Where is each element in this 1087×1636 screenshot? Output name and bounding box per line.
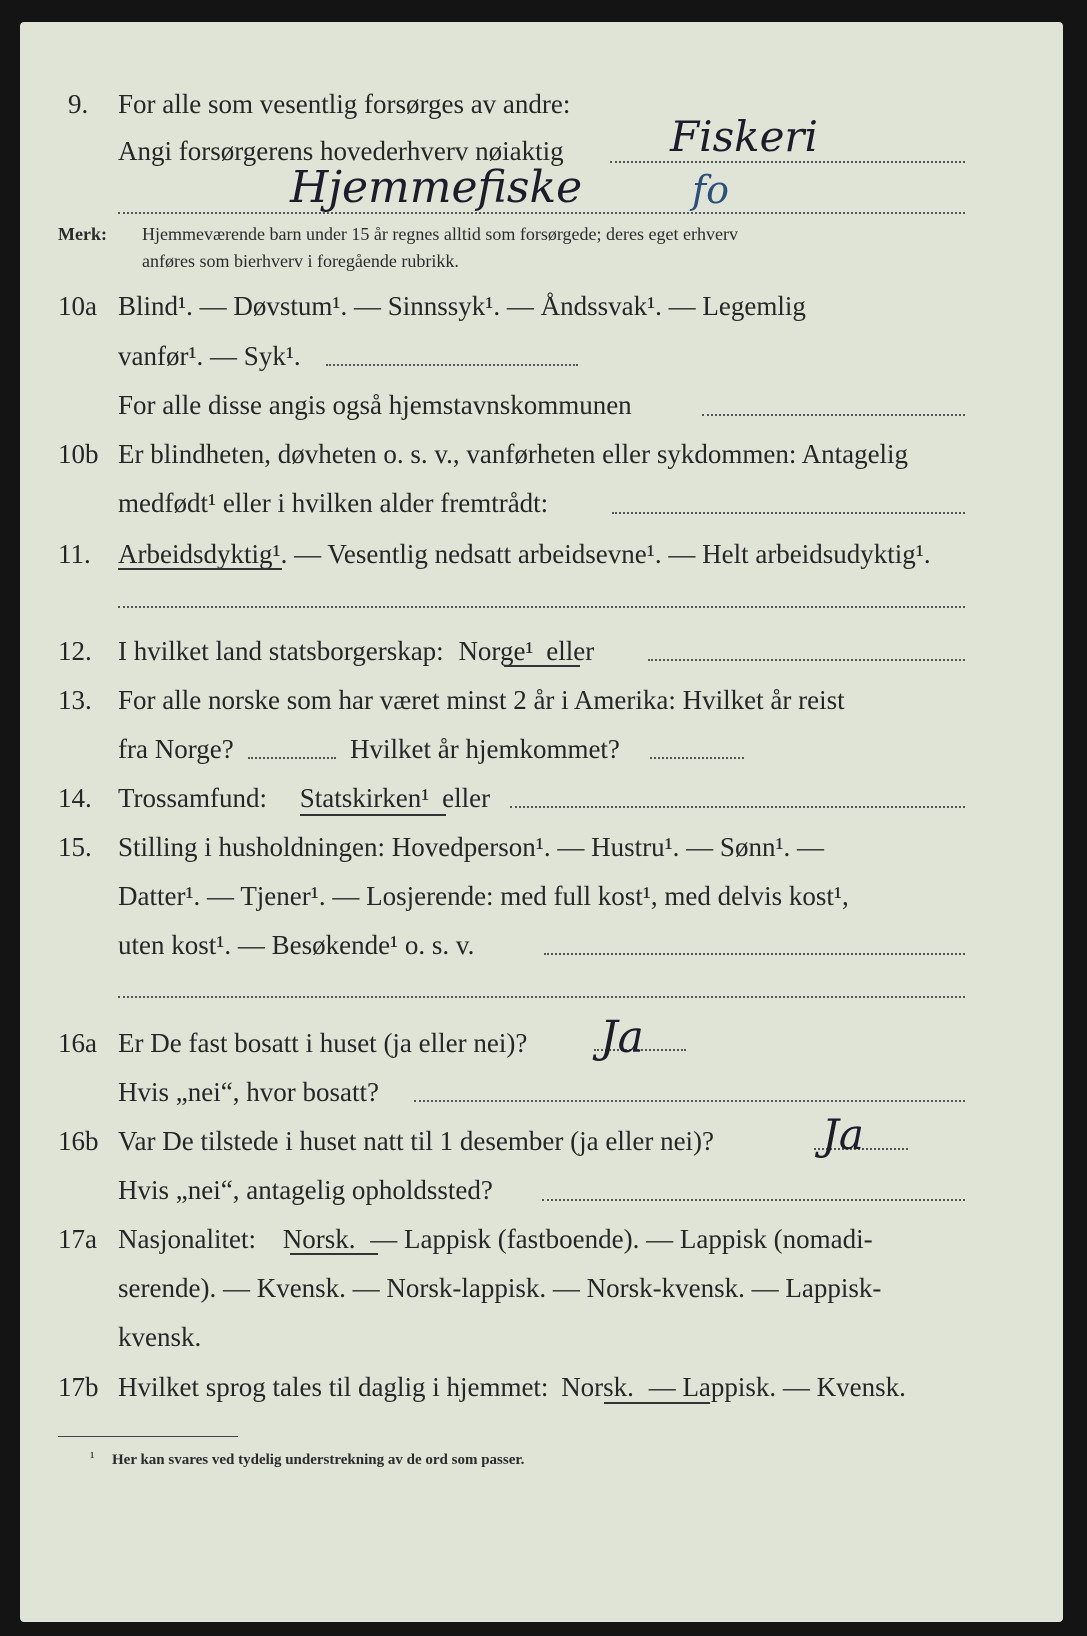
q12-pre: I hvilket land statsborgerskap:: [118, 636, 444, 666]
q10a-line3: For alle disse angis også hjemstavnskommunen: [118, 390, 632, 420]
q17a-line1: [118, 1223, 873, 1255]
q17a-underline: [290, 1253, 378, 1255]
merk-line1: Hjemmeværende barn under 15 år regnes alltid som forsørgede; deres eget erhverv: [142, 224, 738, 244]
q15-line1: Stilling i husholdningen: Hovedperson¹. — Hustru¹. — Sønn¹. —: [118, 832, 825, 862]
q10a-number: 10a: [58, 291, 97, 321]
q16b-number: 16b: [58, 1126, 99, 1156]
footnote-text: Her kan svares ved tydelig understrekning av de ord som passer.: [112, 1452, 525, 1468]
q11-rest: . — Vesentlig nedsatt arbeidsevne¹. — Helt arbeidsudyktig¹.: [280, 539, 931, 569]
q17a-line2: serende). — Kvensk. — Norsk-lappisk. — Norsk-kvensk. — Lappisk-: [118, 1273, 882, 1303]
q17a-line3: kvensk.: [118, 1322, 202, 1352]
q16b-line1: Var De tilstede i huset natt til 1 desember (ja eller nei)?: [118, 1126, 715, 1156]
q12-number: 12.: [58, 636, 92, 666]
q9-answer2-suffix: fo: [692, 168, 729, 212]
q17b-number: 17b: [58, 1372, 99, 1402]
q9-answer1-line: [610, 161, 965, 163]
q9-line1: For alle som vesentlig forsørges av andre:: [118, 89, 571, 119]
footnote-mark: ¹: [90, 1450, 95, 1466]
q9-number: 9.: [68, 89, 89, 119]
q12-choice-norge: Norge¹: [458, 636, 534, 666]
q11-number: 11.: [58, 539, 91, 569]
census-form-page: [20, 22, 1063, 1622]
merk-line2: anføres som bierhverv i foregående rubrikk.: [142, 251, 459, 271]
q15-answer-line2: [118, 996, 965, 998]
q10a-kommune-line: [702, 414, 965, 416]
q13-reist-line: [248, 757, 336, 759]
q9-answer1-handwriting: Fiskeri: [670, 112, 818, 161]
q10b-line1: Er blindheten, døvheten o. s. v., vanførheten eller sykdommen: Antagelig: [118, 439, 909, 469]
q14-number: 14.: [58, 783, 92, 813]
q10b-line2: medfødt¹ eller i hvilken alder fremtrådt:: [118, 488, 549, 518]
q15-line2: Datter¹. — Tjener¹. — Losjerende: med full kost¹, med delvis kost¹,: [118, 881, 849, 911]
q11-line1: [118, 538, 931, 570]
q13-line1: For alle norske som har været minst 2 år i Amerika: Hvilket år reist: [118, 685, 845, 715]
q17b-post: — Lappisk. — Kvensk.: [648, 1372, 906, 1402]
q15-line3: uten kost¹. — Besøkende¹ o. s. v.: [118, 930, 475, 960]
q14-line: [118, 782, 490, 814]
q16b-answer-handwriting: Ja: [822, 1110, 864, 1159]
q11-answer-line: [118, 606, 965, 608]
q12-line: [118, 635, 594, 667]
q17a-choice-norsk: Norsk.: [282, 1224, 356, 1254]
q14-choice-statskirken: Statskirken¹: [299, 783, 430, 813]
q17a-pre: Nasjonalitet:: [118, 1224, 256, 1254]
q14-post: eller: [442, 783, 491, 813]
q9-answer2-handwriting: Hjemmefiske: [290, 162, 583, 213]
q16a-answer-handwriting: Ja: [600, 1012, 644, 1063]
q14-pre: Trossamfund:: [118, 783, 268, 813]
q17b-pre: Hvilket sprog tales til daglig i hjemmet:: [118, 1372, 549, 1402]
q13-line2a: fra Norge?: [118, 734, 234, 764]
q17b-line: [118, 1371, 906, 1403]
q12-answer-line: [648, 659, 965, 661]
q10b-number: 10b: [58, 439, 99, 469]
footnote-rule: [58, 1436, 238, 1437]
q9-line2: Angi forsørgerens hovederhverv nøiaktig: [118, 136, 564, 166]
q16a-number: 16a: [58, 1028, 97, 1058]
q14-underline: [300, 814, 446, 816]
q17a-post: — Lappisk (fastboende). — Lappisk (nomadi-: [370, 1224, 873, 1254]
q15-answer-line: [544, 953, 965, 955]
q10a-line1: Blind¹. — Døvstum¹. — Sinnssyk¹. — Åndssvak¹. — Legemlig: [118, 291, 806, 321]
q13-line2b: Hvilket år hjemkommet?: [350, 734, 620, 764]
merk-label: Merk:: [58, 224, 107, 244]
q16a-line2: Hvis „nei“, hvor bosatt?: [118, 1077, 379, 1107]
q17b-underline: [604, 1402, 710, 1404]
q14-answer-line: [510, 806, 965, 808]
q15-number: 15.: [58, 832, 92, 862]
q13-hjemkommet-line: [650, 757, 744, 759]
q11-underline: [118, 568, 282, 570]
q12-underline: [504, 665, 580, 667]
q12-post: eller: [546, 636, 595, 666]
q10a-line2: vanfør¹. — Syk¹.: [118, 341, 301, 371]
q10a-syk-line: [326, 364, 578, 366]
q16a-line1: Er De fast bosatt i huset (ja eller nei)?: [118, 1028, 528, 1058]
q16b-line2: Hvis „nei“, antagelig opholdssted?: [118, 1175, 493, 1205]
q17a-number: 17a: [58, 1224, 97, 1254]
q16a-bosatt-line: [414, 1100, 965, 1102]
q13-number: 13.: [58, 685, 92, 715]
q11-choice-arbeidsdyktig: Arbeidsdyktig¹: [118, 539, 281, 569]
q16b-opholdssted-line: [542, 1199, 965, 1201]
q17b-choice-norsk: Norsk.: [561, 1372, 634, 1402]
q10b-answer-line: [612, 512, 965, 514]
